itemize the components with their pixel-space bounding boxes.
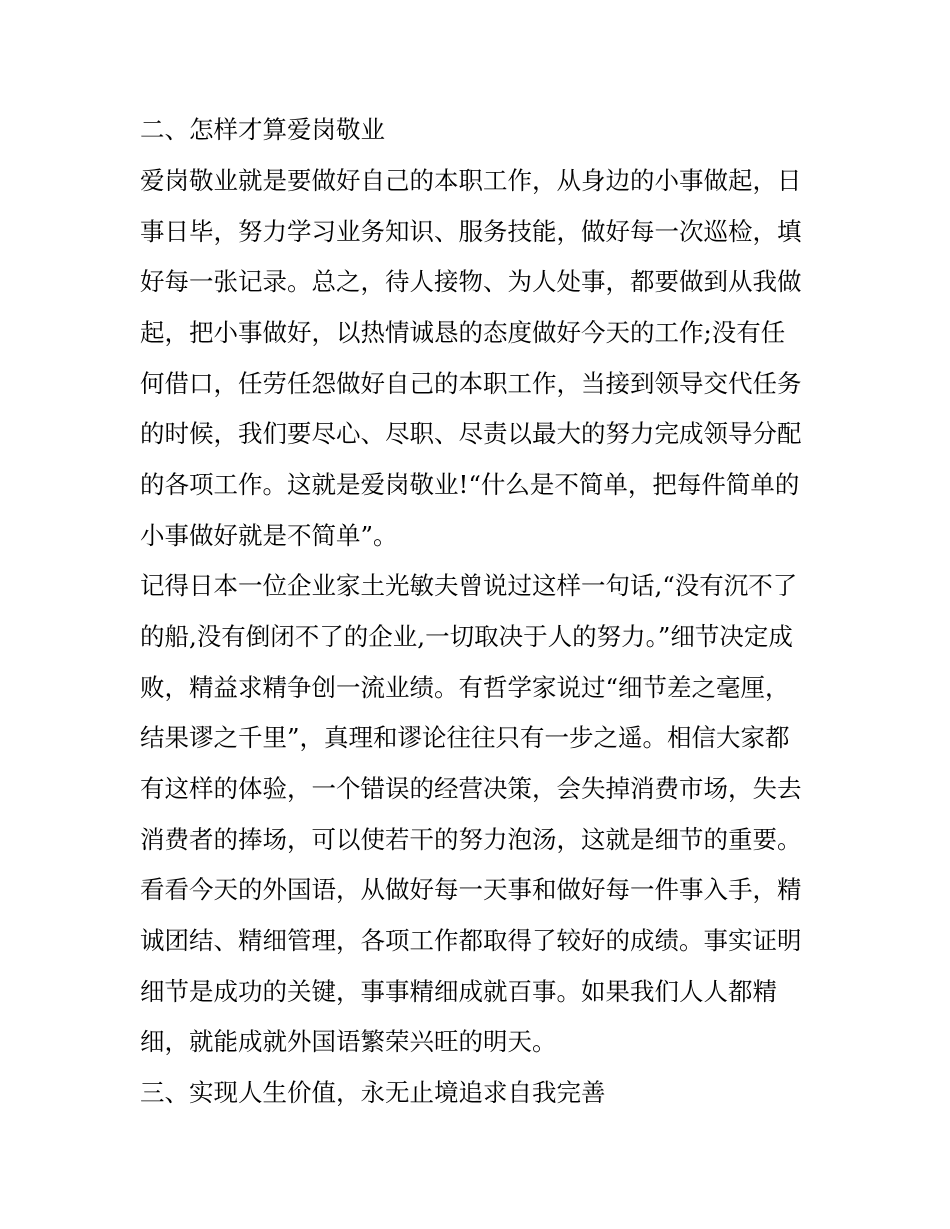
paragraph-line: 败，精益求精争创一流业绩。有哲学家说过“细节差之毫厘， [140, 673, 790, 702]
paragraph-line: 何借口，任劳任怨做好自己的本职工作，当接到领导交代任务 [140, 369, 802, 398]
paragraph-line: 事日毕，努力学习业务知识、服务技能，做好每一次巡检，填 [140, 217, 802, 246]
paragraph-line: 起，把小事做好，以热情诚恳的态度做好今天的工作;没有任 [140, 318, 786, 347]
paragraph-line: 记得日本一位企业家土光敏夫曾说过这样一句话,“没有沉不了 [140, 571, 798, 600]
paragraph-line: 细节是成功的关键，事事精细成就百事。如果我们人人都精 [140, 977, 777, 1006]
paragraph-line: 的时候，我们要尽心、尽职、尽责以最大的努力完成领导分配 [140, 419, 802, 448]
paragraph-line: 诚团结、精细管理，各项工作都取得了较好的成绩。事实证明 [140, 926, 802, 955]
paragraph-line: 消费者的捧场，可以使若干的努力泡汤，这就是细节的重要。 [140, 825, 802, 854]
paragraph-line: 好每一张记录。总之，待人接物、为人处事，都要做到从我做 [140, 267, 802, 296]
paragraph-line: 爱岗敬业就是要做好自己的本职工作，从身边的小事做起，日 [140, 166, 802, 195]
paragraph-line: 有这样的体验，一个错误的经营决策，会失掉消费市场，失去 [140, 774, 802, 803]
paragraph-line: 小事做好就是不简单”。 [140, 521, 398, 550]
section-heading-3: 三、实现人生价值，永无止境追求自我完善 [140, 1078, 606, 1107]
paragraph-line: 细，就能成就外国语繁荣兴旺的明天。 [140, 1027, 557, 1056]
paragraph-line: 的各项工作。这就是爱岗敬业!“什么是不简单，把每件简单的 [140, 470, 800, 499]
section-heading-2: 二、怎样才算爱岗敬业 [140, 115, 385, 144]
paragraph-line: 看看今天的外国语，从做好每一天事和做好每一件事入手，精 [140, 875, 802, 904]
paragraph-line: 的船,没有倒闭不了的企业,一切取决于人的努力。”细节决定成 [140, 622, 793, 651]
paragraph-line: 结果谬之千里”，真理和谬论往往只有一步之遥。相信大家都 [140, 723, 790, 752]
